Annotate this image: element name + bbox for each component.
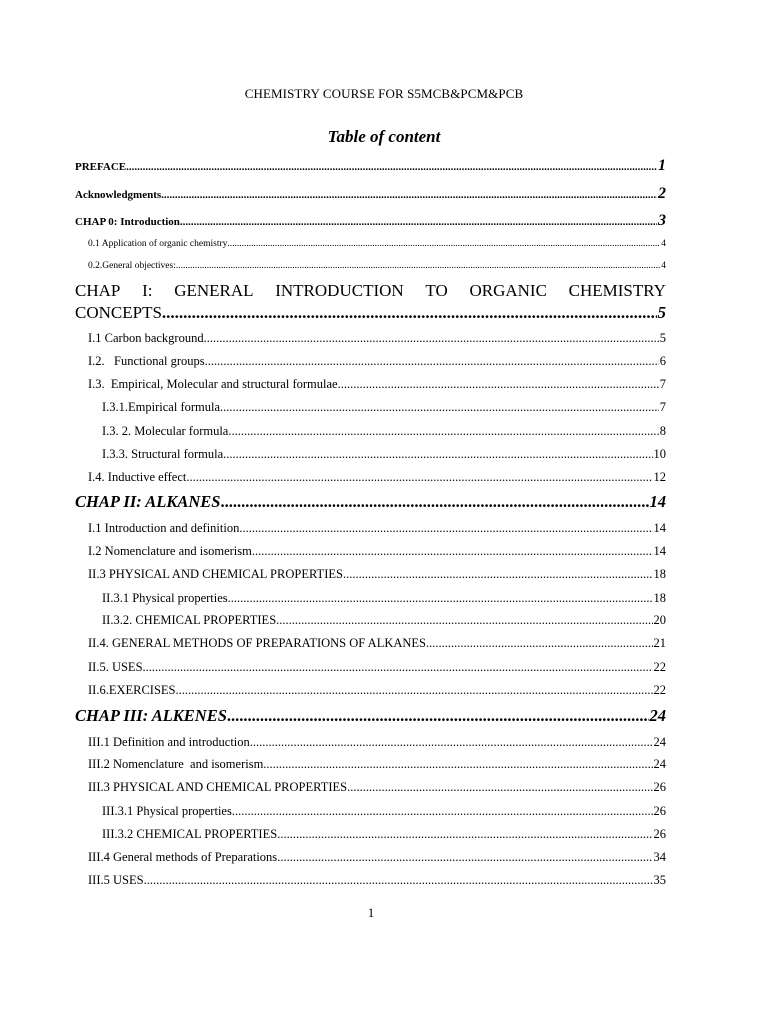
toc-entry-2-3-1[interactable] bbox=[102, 591, 666, 606]
toc-entry-chap1-line2[interactable] bbox=[75, 303, 666, 323]
toc-entry-label: I.4. Inductive effect bbox=[88, 470, 187, 484]
toc-entry-1-3[interactable] bbox=[88, 377, 666, 392]
toc-entry-page: 5 bbox=[657, 303, 666, 322]
toc-entry-1-4[interactable] bbox=[88, 470, 666, 485]
toc-entry-label: II.3 PHYSICAL AND CHEMICAL PROPERTIES bbox=[88, 567, 343, 581]
dot-leader bbox=[277, 850, 652, 865]
toc-entry-page: 21 bbox=[653, 636, 666, 650]
toc-entry-chap3[interactable] bbox=[75, 706, 666, 726]
toc-entry-1-3-1[interactable] bbox=[102, 400, 666, 415]
toc-word: GENERAL bbox=[174, 281, 254, 300]
toc-entry-page: 4 bbox=[661, 261, 666, 271]
dot-leader bbox=[227, 239, 660, 249]
dot-leader bbox=[220, 400, 659, 415]
dot-leader bbox=[277, 827, 652, 842]
toc-entry-1-3-2[interactable] bbox=[102, 424, 666, 439]
toc-entry-2-4[interactable] bbox=[88, 636, 666, 651]
toc-word: TO bbox=[425, 281, 448, 300]
dot-leader bbox=[144, 873, 653, 888]
dot-leader bbox=[250, 735, 653, 750]
toc-entry-page: 24 bbox=[653, 757, 666, 771]
toc-entry-label: III.1 Definition and introduction bbox=[88, 735, 250, 749]
toc-entry-3-1[interactable] bbox=[88, 735, 666, 750]
toc-word: CHAP bbox=[75, 281, 121, 300]
toc-entry-page: 4 bbox=[661, 239, 666, 249]
toc-entry-label: I.1 Carbon background bbox=[88, 331, 204, 345]
dot-leader bbox=[220, 492, 648, 512]
toc-entry-0-2[interactable] bbox=[88, 261, 666, 271]
toc-entry-2-3[interactable] bbox=[88, 567, 666, 582]
toc-entry-label: I.3.3. Structural formula bbox=[102, 447, 224, 461]
toc-entry-page: 6 bbox=[659, 354, 666, 368]
toc-entry-page: 34 bbox=[653, 850, 666, 864]
toc-entry-3-5[interactable] bbox=[88, 873, 666, 888]
dot-leader bbox=[162, 303, 657, 323]
dot-leader bbox=[347, 780, 652, 795]
toc-entry-label: CHAP 0: Introduction bbox=[75, 216, 180, 228]
toc-entry-page: 3 bbox=[658, 212, 666, 229]
toc-entry-page: 18 bbox=[653, 567, 666, 581]
toc-entry-label: II.6.EXERCISES bbox=[88, 683, 176, 697]
toc-entry-label: I.3.1.Empirical formula bbox=[102, 400, 221, 414]
dot-leader bbox=[232, 804, 653, 819]
toc-entry-label: Acknowledgments bbox=[75, 189, 162, 201]
toc-entry-3-2[interactable] bbox=[88, 757, 666, 772]
toc-entry-2-1[interactable] bbox=[88, 521, 666, 536]
dot-leader bbox=[176, 683, 653, 698]
dot-leader bbox=[228, 591, 653, 606]
toc-entry-3-4[interactable] bbox=[88, 850, 666, 865]
course-title: CHEMISTRY COURSE FOR S5MCB&PCM&PCB bbox=[244, 86, 524, 101]
toc-entry-page: 12 bbox=[653, 470, 666, 484]
dot-leader bbox=[186, 470, 652, 485]
toc-word: I: bbox=[142, 281, 153, 300]
toc-entry-page: 26 bbox=[653, 804, 666, 818]
toc-entry-1-2[interactable] bbox=[88, 354, 666, 369]
toc-entry-page: 22 bbox=[653, 683, 666, 697]
toc-word: CHEMISTRY bbox=[568, 281, 666, 300]
toc-entry-label: II.4. GENERAL METHODS OF PREPARATIONS OF ALKANES bbox=[88, 636, 426, 650]
toc-entry-label: I.1 Introduction and definition bbox=[88, 521, 240, 535]
dot-leader bbox=[338, 377, 659, 392]
toc-entry-page: 7 bbox=[659, 400, 666, 414]
toc-entry-label: I.2 Nomenclature and isomerism bbox=[88, 544, 252, 558]
toc-entry-label: CHAP III: ALKENES bbox=[75, 706, 227, 725]
dot-leader bbox=[263, 757, 652, 772]
dot-leader bbox=[239, 521, 652, 536]
toc-entry-label: I.2. Functional groups bbox=[88, 354, 205, 368]
toc-entry-label: II.5. USES bbox=[88, 660, 143, 674]
toc-entry-chap1-line1[interactable] bbox=[75, 281, 666, 301]
toc-entry-label: I.3. Empirical, Molecular and structural formulae bbox=[88, 377, 338, 391]
dot-leader bbox=[126, 161, 657, 173]
toc-entry-page: 8 bbox=[659, 424, 666, 438]
dot-leader bbox=[161, 189, 657, 201]
page-number: 1 bbox=[367, 905, 375, 920]
toc-entry-3-3-2[interactable] bbox=[102, 827, 666, 842]
toc-entry-label: 0.1 Application of organic chemistry bbox=[88, 239, 228, 249]
toc-entry-page: 35 bbox=[653, 873, 666, 887]
toc-entry-label: III.3 PHYSICAL AND CHEMICAL PROPERTIES bbox=[88, 780, 348, 794]
toc-entry-2-3-2[interactable] bbox=[102, 613, 666, 628]
dot-leader bbox=[276, 613, 652, 628]
toc-entry-label: III.3.2 CHEMICAL PROPERTIES bbox=[102, 827, 278, 841]
toc-entry-label: PREFACE bbox=[75, 161, 127, 173]
dot-leader bbox=[180, 216, 657, 228]
dot-leader bbox=[252, 544, 653, 559]
dot-leader bbox=[227, 706, 649, 726]
toc-entry-label: III.4 General methods of Preparations bbox=[88, 850, 278, 864]
dot-leader bbox=[426, 636, 653, 651]
dot-leader bbox=[343, 567, 653, 582]
toc-entry-page: 18 bbox=[653, 591, 666, 605]
toc-entry-label: III.2 Nomenclature and isomerism bbox=[88, 757, 264, 771]
toc-entry-label: CHAP II: ALKANES bbox=[75, 492, 221, 511]
toc-entry-label: I.3. 2. Molecular formula bbox=[102, 424, 229, 438]
toc-heading: Table of content bbox=[327, 127, 441, 146]
dot-leader bbox=[143, 660, 653, 675]
toc-entry-2-6[interactable] bbox=[88, 683, 666, 698]
toc-entry-page: 14 bbox=[653, 544, 666, 558]
toc-entry-preface[interactable] bbox=[75, 157, 666, 175]
dot-leader bbox=[176, 261, 660, 271]
toc-entry-page: 5 bbox=[659, 331, 666, 345]
toc-entry-page: 22 bbox=[653, 660, 666, 674]
toc-entry-acknowledgments[interactable] bbox=[75, 185, 666, 203]
toc-entry-3-3-1[interactable] bbox=[102, 804, 666, 819]
toc-entry-page: 7 bbox=[659, 377, 666, 391]
toc-entry-label: II.3.1 Physical properties bbox=[102, 591, 228, 605]
toc-entry-0-1[interactable] bbox=[88, 239, 666, 249]
toc-entry-page: 14 bbox=[653, 521, 666, 535]
toc-entry-label: 0.2.General objectives: bbox=[88, 261, 176, 271]
toc-entry-2-2[interactable] bbox=[88, 544, 666, 559]
toc-entry-page: 20 bbox=[653, 613, 666, 627]
dot-leader bbox=[205, 354, 659, 369]
toc-entry-page: 24 bbox=[649, 706, 666, 725]
toc-entry-page: 14 bbox=[649, 492, 666, 511]
toc-entry-chap0[interactable] bbox=[75, 212, 666, 230]
toc-entry-3-3[interactable] bbox=[88, 780, 666, 795]
toc-entry-page: 1 bbox=[658, 157, 666, 174]
toc-entry-1-3-3[interactable] bbox=[102, 447, 666, 462]
toc-entry-page: 26 bbox=[653, 827, 666, 841]
toc-entry-page: 24 bbox=[653, 735, 666, 749]
toc-entry-label: CONCEPTS bbox=[75, 303, 162, 322]
toc-entry-label: III.3.1 Physical properties bbox=[102, 804, 232, 818]
toc-word: INTRODUCTION bbox=[275, 281, 404, 300]
toc-entry-page: 10 bbox=[653, 447, 666, 461]
toc-entry-label: II.3.2. CHEMICAL PROPERTIES bbox=[102, 613, 277, 627]
dot-leader bbox=[204, 331, 659, 346]
toc-entry-page: 2 bbox=[658, 185, 666, 202]
toc-entry-page: 26 bbox=[653, 780, 666, 794]
toc-word: ORGANIC bbox=[469, 281, 547, 300]
dot-leader bbox=[228, 424, 658, 439]
toc-entry-chap2[interactable] bbox=[75, 492, 666, 512]
dot-leader bbox=[223, 447, 652, 462]
toc-entry-label: III.5 USES bbox=[88, 873, 144, 887]
toc-entry-2-5[interactable] bbox=[88, 660, 666, 675]
toc-entry-1-1[interactable] bbox=[88, 331, 666, 346]
